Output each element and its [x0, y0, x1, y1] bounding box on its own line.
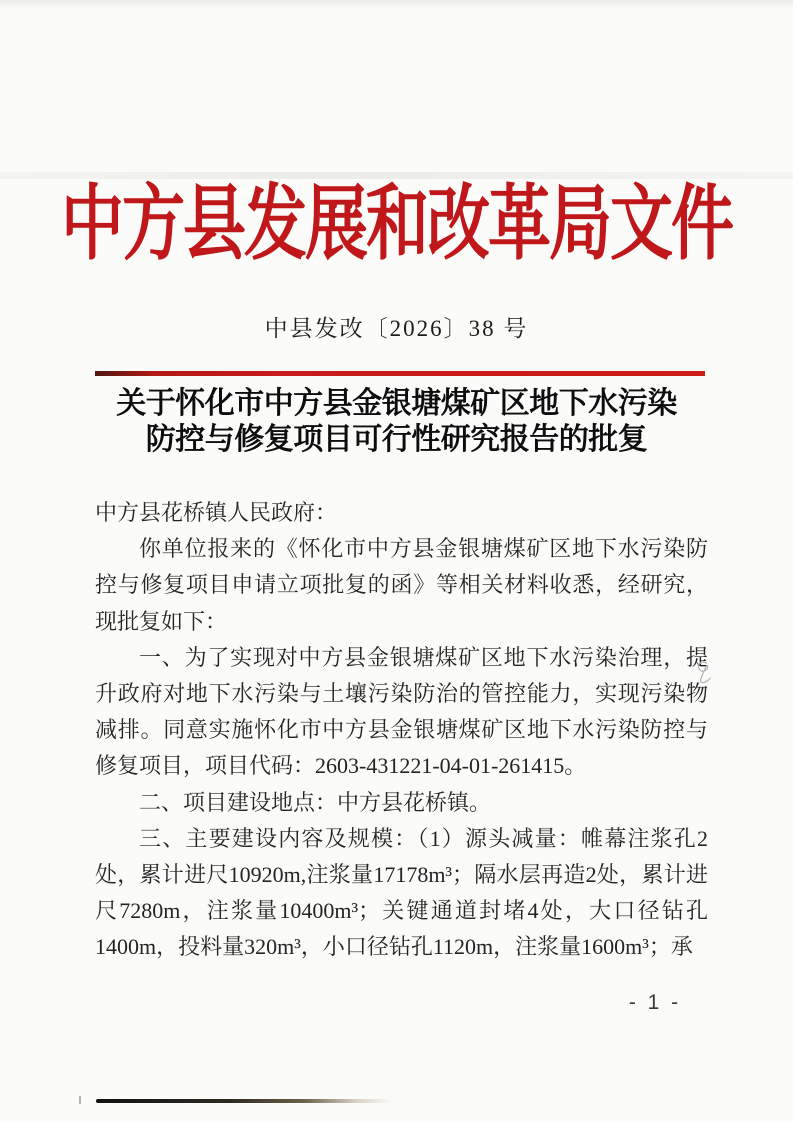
agency-letterhead-title: 中方县发展和改革局文件: [61, 178, 732, 270]
document-title-line2: 防控与修复项目可行性研究报告的批复: [145, 423, 648, 456]
document-body: [95, 495, 708, 966]
document-title-line1: 关于怀化市中方县金银塘煤矿区地下水污染: [116, 387, 677, 420]
red-divider-line: [95, 371, 705, 376]
salutation: 中方县花桥镇人民政府：: [95, 500, 338, 525]
document-title: [48, 386, 745, 458]
paragraph-scope: 三、主要建设内容及规模：（1）源头减量：帷幕注浆孔2处，累计进尺10920m,注浆量17178m³；隔水层再造2处，累计进尺7280m，注浆量10400m³；关键通道封堵4处，大口径钻孔1400m，投料量320m³，小口径钻孔1120m，注浆量1600m³；承: [95, 825, 708, 960]
scan-tick-artifact: [79, 1096, 81, 1104]
paragraph-location: 二、项目建设地点：中方县花桥镇。: [139, 789, 492, 815]
handwritten-mark-artifact: [687, 654, 723, 693]
paragraph-approval: 一、为了实现对中方县金银塘煤矿区地下水污染治理，提升政府对地下水污染与土壤污染防治的管控能力，实现污染物减排。同意实施怀化市中方县金银塘煤矿区地下水污染防控与修复项目，项目代码：2603-431221-04-01-261415。: [95, 644, 708, 779]
document-reference-number: 中县发改〔2026〕38 号: [264, 316, 529, 341]
scan-edge-artifact: [0, 0, 793, 10]
paragraph-intro: 你单位报来的《怀化市中方县金银塘煤矿区地下水污染防控与修复项目申请立项批复的函》等相关材料收悉，经研究，现批复如下：: [95, 536, 708, 634]
page-number: - 1 -: [628, 991, 682, 1014]
scan-page-edge-artifact: [96, 1099, 392, 1103]
